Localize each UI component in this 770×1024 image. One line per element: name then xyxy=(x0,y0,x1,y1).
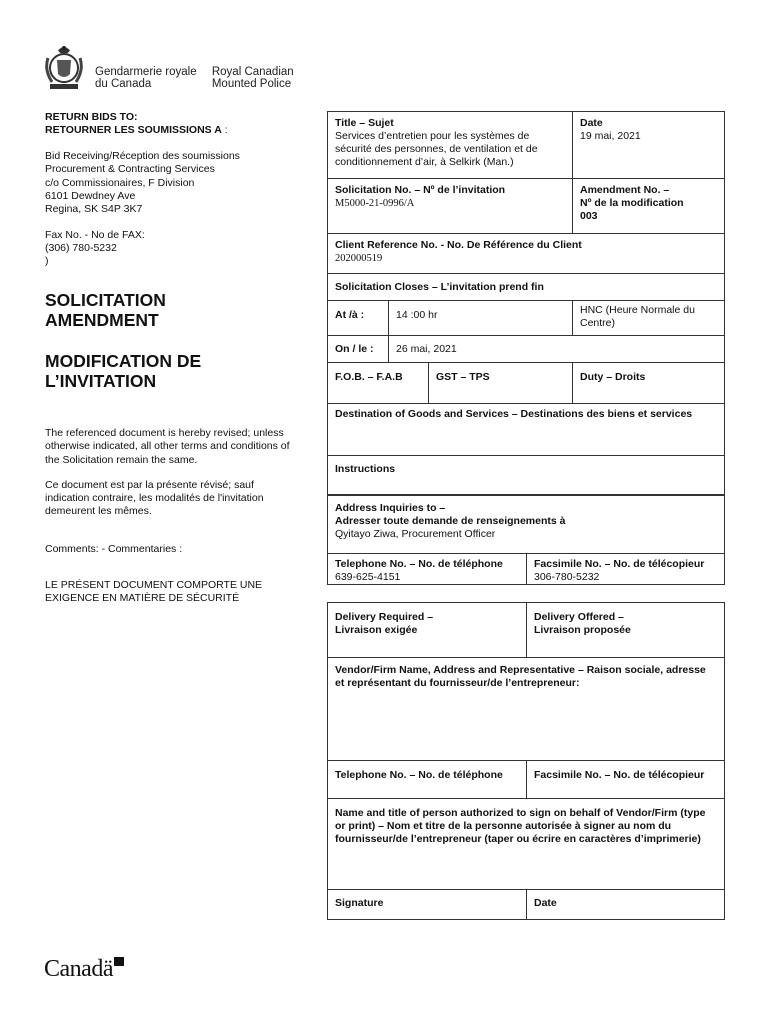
solicitation-value: M5000-21-0996/A xyxy=(335,198,415,210)
delivery-required-line1 xyxy=(335,611,519,624)
on-value: 26 mai, 2021 xyxy=(388,336,572,363)
return-bids-en: RETURN BIDS TO: xyxy=(45,111,138,123)
timezone-value: HNC (Heure Normale du Centre) xyxy=(572,301,724,336)
address-line: Procurement & Contracting Services xyxy=(45,163,215,176)
amendment-label-2: Nº de la modification xyxy=(580,197,684,210)
title-value: Services d’entretien pour les systèmes de sécurité des personnes, de ventilation et de conditionnement d’air, à Selkirk (Man.) xyxy=(335,130,538,169)
canada-wordmark-text: Canadä xyxy=(44,956,113,982)
facsimile-cell xyxy=(526,554,724,584)
row-on xyxy=(328,335,724,363)
address-line: c/o Commissionaires, F Division xyxy=(45,176,195,189)
facsimile-value: 306-780-5232 xyxy=(534,571,600,584)
solicitation-cell xyxy=(328,179,572,234)
address-line: Bid Receiving/Réception des soumissions xyxy=(45,150,240,163)
title-fr-line1: MODIFICATION DE xyxy=(45,351,202,372)
on-label: On / le : xyxy=(335,343,374,355)
revised-notice-fr: Ce document est par la présente révisé; sauf indication contraire, les modalités de l'invitation demeurent les mêmes. xyxy=(45,478,264,517)
row-delivery xyxy=(328,603,724,657)
delivery-offered-line1: Delivery Offered – xyxy=(534,611,624,623)
amendment-value: 003 xyxy=(580,210,598,223)
date-value: 19 mai, 2021 xyxy=(580,130,641,143)
delivery-offered-cell xyxy=(526,603,724,657)
title-en-line2: AMENDMENT xyxy=(45,310,159,331)
amendment-cell xyxy=(572,179,724,234)
date-label: Date xyxy=(580,117,603,129)
fax-number: (306) 780-5232 xyxy=(45,242,117,254)
at-value: 14 :00 hr xyxy=(388,301,572,336)
at-label: At /à : xyxy=(335,309,365,321)
flag-icon xyxy=(114,957,124,966)
signature-date-label[interactable]: Date xyxy=(526,890,724,919)
date-cell xyxy=(572,112,724,178)
title-en-line1: SOLICITATION xyxy=(45,290,166,311)
delivery-offered-line2: Livraison proposée xyxy=(534,624,631,637)
inquiries-cell xyxy=(328,496,724,553)
vendor-label: Vendor/Firm Name, Address and Representative – Raison sociale, adresse et représentant du fournisseur/de l’entrepreneur: xyxy=(335,664,706,690)
row-authorized[interactable] xyxy=(328,798,724,890)
row-signature xyxy=(328,889,724,919)
row-at xyxy=(328,300,724,336)
row-vendor-contact xyxy=(328,760,724,799)
gst-label: GST – TPS xyxy=(428,363,572,404)
row-contact xyxy=(328,553,724,584)
row-solicitation xyxy=(328,178,724,234)
title-fr-line2: L’INVITATION xyxy=(45,371,157,392)
row-destination xyxy=(328,403,724,456)
vendor-facsimile-label[interactable]: Facsimile No. – No. de télécopieur xyxy=(526,761,724,799)
closes-label: Solicitation Closes – L’invitation prend fin xyxy=(335,281,544,293)
canada-wordmark xyxy=(44,954,124,984)
authorized-label: Name and title of person authorized to sign on behalf of Vendor/Firm (type or print) – Nom et titre de la personne autorisée à signer au nom du fournisseur/de l’entrepreneur (taper ou écrire en caractères d’imprimerie) xyxy=(335,807,706,846)
inquiries-label-2: Adresser toute demande de renseignements à xyxy=(335,515,566,528)
signature-label[interactable]: Signature xyxy=(335,897,384,909)
telephone-label: Telephone No. – No. de téléphone xyxy=(335,558,503,570)
comments-label: Comments: - Commentaries : xyxy=(45,543,183,555)
duty-label: Duty – Droits xyxy=(572,363,724,404)
agency-en-line1: Royal Canadian xyxy=(211,66,294,78)
inquiries-label-1: Address Inquiries to – xyxy=(335,502,446,514)
revised-notice-en: The referenced document is hereby revised; unless otherwise indicated, all other terms and conditions of the Solicitation remain the same. xyxy=(45,427,290,466)
form-inquiries-block xyxy=(327,495,725,585)
delivery-required-cell xyxy=(328,603,526,657)
left-column xyxy=(45,111,310,605)
title-fr xyxy=(45,351,310,391)
client-ref-label: Client Reference No. - No. De Référence du Client xyxy=(335,239,582,251)
row-fob xyxy=(328,362,724,404)
telephone-value: 639-625-4151 xyxy=(335,571,401,584)
return-bids-fr-line xyxy=(45,124,310,137)
return-bids-fr: RETOURNER LES SOUMISSIONS A xyxy=(45,124,222,137)
client-ref-cell xyxy=(328,234,724,274)
agency-name xyxy=(95,66,306,90)
amendment-label-1: Amendment No. – xyxy=(580,184,670,196)
delivery-required-text: Delivery Required – xyxy=(335,611,434,623)
address-line: Regina, SK S4P 3K7 xyxy=(45,202,143,215)
agency-fr-line2: du Canada xyxy=(95,78,152,90)
fob-label: F.O.B. – F.A.B xyxy=(335,371,403,383)
agency-en-line2: Mounted Police xyxy=(211,78,292,90)
row-instructions xyxy=(328,455,724,497)
title-en xyxy=(45,290,310,330)
destination-label: Destination of Goods and Services – Destinations des biens et services xyxy=(335,408,693,420)
title-cell xyxy=(328,112,572,178)
address-line: 6101 Dewdney Ave xyxy=(45,189,136,202)
row-inquiries xyxy=(328,496,724,553)
client-ref-value: 202000519 xyxy=(335,253,383,265)
instructions-label: Instructions xyxy=(335,463,396,475)
row-closes xyxy=(328,273,724,301)
row-vendor[interactable] xyxy=(328,657,724,761)
fax-block xyxy=(45,229,310,268)
vendor-telephone-label[interactable]: Telephone No. – No. de téléphone xyxy=(335,769,503,781)
return-address xyxy=(45,150,310,216)
fax-label: Fax No. - No de FAX: xyxy=(45,228,145,241)
form-vendor-block xyxy=(327,602,725,920)
row-client-ref xyxy=(328,233,724,274)
form-top-block xyxy=(327,111,725,495)
solicitation-label: Solicitation No. – Nº de l’invitation xyxy=(335,184,506,196)
fax-extra: ) xyxy=(45,255,49,268)
telephone-cell xyxy=(328,554,526,584)
inquiries-value: Qyitayo Ziwa, Procurement Officer xyxy=(335,528,496,541)
security-notice: LE PRÉSENT DOCUMENT COMPORTE UNE EXIGENCE EN MATIÈRE DE SÉCURITÉ xyxy=(45,579,263,605)
title-label: Title – Sujet xyxy=(335,117,394,129)
row-title xyxy=(328,112,724,178)
rcmp-crest-icon xyxy=(44,44,84,92)
delivery-required-line2: Livraison exigée xyxy=(335,624,418,637)
facsimile-label: Facsimile No. – No. de télécopieur xyxy=(534,558,705,570)
agency-fr-line1: Gendarmerie royale xyxy=(95,66,197,78)
return-bids-fr-suffix: : xyxy=(221,124,228,137)
